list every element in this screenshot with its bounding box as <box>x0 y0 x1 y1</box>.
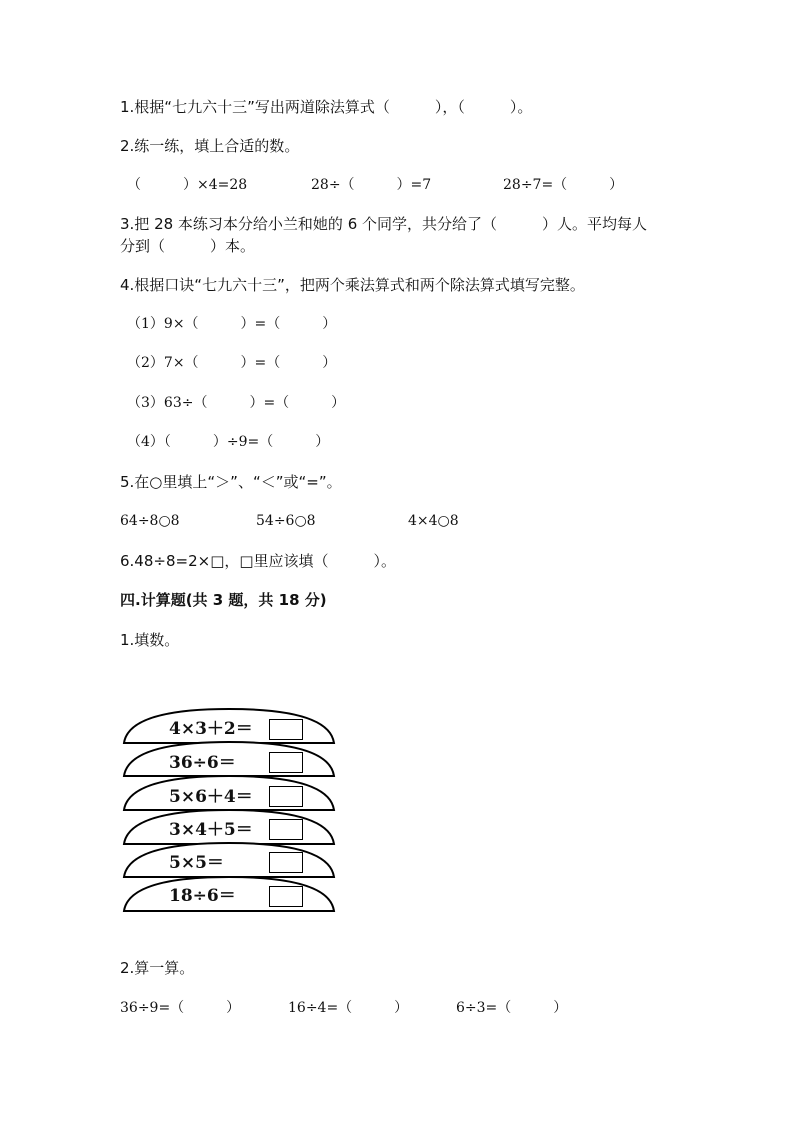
problem-2-item-c: 6÷3=（ ） <box>456 1000 568 1016</box>
question-5-compare-c: 4×4○8 <box>408 513 459 529</box>
stack-equation-4: 3×4＋5＝ <box>169 820 253 840</box>
question-6: 6.48÷8=2×□，□里应该填（ ）。 <box>120 552 397 570</box>
question-2-title: 2.练一练，填上合适的数。 <box>120 137 300 155</box>
problem-2-item-b: 16÷4=（ ） <box>288 1000 409 1016</box>
answer-box-4[interactable] <box>269 819 303 840</box>
stack-equation-2: 36÷6＝ <box>169 753 236 773</box>
question-4-item-4: （4）（ ）÷9=（ ） <box>127 434 330 450</box>
question-2-blank-c: 28÷7=（ ） <box>503 177 624 193</box>
answer-box-5[interactable] <box>269 852 303 873</box>
question-2-blank-b: 28÷（ ）=7 <box>311 177 432 193</box>
equation-stack-figure <box>121 706 337 916</box>
question-4-item-3: （3）63÷（ ）=（ ） <box>127 395 346 411</box>
question-4-item-1: （1）9×（ ）=（ ） <box>127 316 337 332</box>
question-5-compare-b: 54÷6○8 <box>256 513 316 529</box>
answer-box-3[interactable] <box>269 786 303 807</box>
stack-equation-1: 4×3＋2＝ <box>169 719 253 739</box>
section-4-heading: 四.计算题(共 3 题，共 18 分) <box>120 591 327 609</box>
question-1: 1.根据“七九六十三”写出两道除法算式（ ），（ ）。 <box>120 98 533 116</box>
stack-equation-6: 18÷6＝ <box>169 886 236 906</box>
problem-2-item-a: 36÷9=（ ） <box>120 1000 241 1016</box>
question-3-line-1: 3.把 28 本练习本分给小兰和她的 6 个同学，共分给了（ ）人。平均每人 <box>120 215 648 233</box>
stack-equation-3: 5×6＋4＝ <box>169 787 253 807</box>
section-4-problem-2-title: 2.算一算。 <box>120 959 195 977</box>
question-4-title: 4.根据口诀“七九六十三”，把两个乘法算式和两个除法算式填写完整。 <box>120 276 585 294</box>
answer-box-2[interactable] <box>269 752 303 773</box>
question-5-title: 5.在○里填上“＞”、“＜”或“=”。 <box>120 473 342 491</box>
question-4-item-2: （2）7×（ ）=（ ） <box>127 355 337 371</box>
answer-box-1[interactable] <box>269 719 303 740</box>
stack-equation-5: 5×5＝ <box>169 853 224 873</box>
question-2-blank-a: （ ）×4=28 <box>127 177 248 193</box>
question-3-line-2: 分到（ ）本。 <box>120 237 256 255</box>
answer-box-6[interactable] <box>269 886 303 907</box>
section-4-problem-1-title: 1.填数。 <box>120 631 180 649</box>
question-5-compare-a: 64÷8○8 <box>120 513 180 529</box>
